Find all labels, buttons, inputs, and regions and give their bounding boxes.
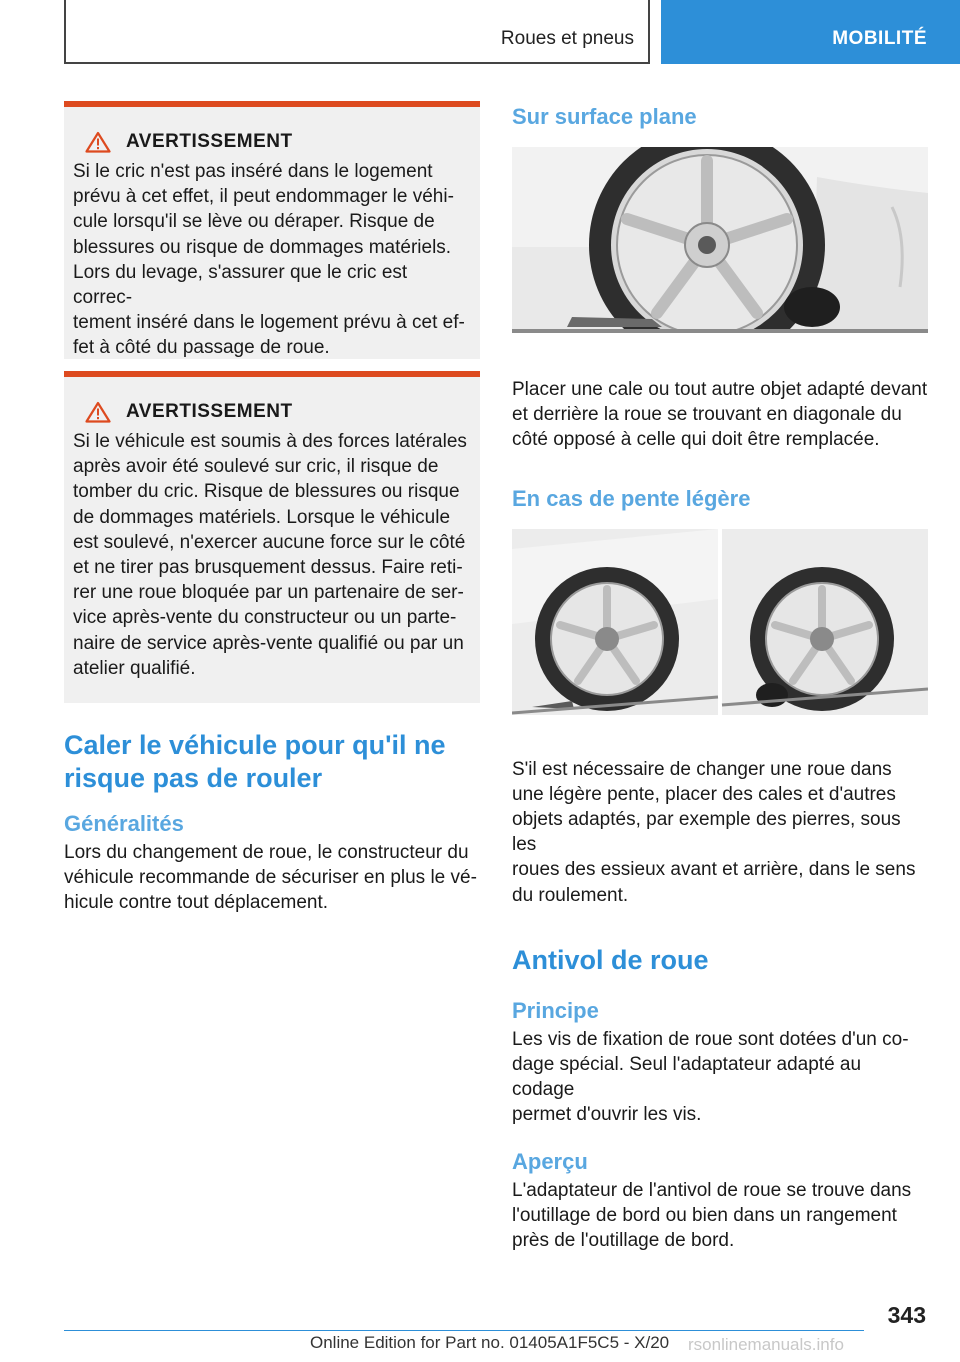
footer-divider: [64, 1330, 864, 1331]
page-number: 343: [887, 1302, 926, 1328]
slope-text: S'il est nécessaire de changer une roue dans une légère pente, placer des cales et d'autres objets adaptés, par exemple des pierres, sous les roues des essieux avant et arrière, dans le sens du roulement.: [512, 758, 916, 906]
subsection-title-slope: En cas de pente légère: [512, 485, 751, 511]
flat-text: Placer une cale ou tout autre objet adapté devant et derrière la roue se trouvant en diagonale du côté opposé à celle qui doit être remplacée.: [512, 379, 928, 451]
generalites-text: Lors du changement de roue, le constructeur du véhicule recommande de sécuriser en plus le vé- hicule contre tout déplacement.: [64, 842, 477, 914]
header-chapter-tab: MOBILITÉ: [661, 0, 960, 64]
subsection-title-principe: Principe: [512, 997, 599, 1023]
wheel-chock-illustration: [512, 147, 928, 333]
warning-box-2: [64, 371, 480, 703]
header-section-title: Roues et pneus: [500, 28, 634, 49]
subsection-title-apercu: Aperçu: [512, 1148, 588, 1174]
principe-text: Les vis de fixation de roue sont dotées d'un co- dage spécial. Seul l'adaptateur adapté au codage permet d'ouvrir les vis.: [512, 1028, 909, 1126]
apercu-text: L'adaptateur de l'antivol de roue se trouve dans l'outillage de bord ou bien dans un rangement près de l'outillage de bord.: [512, 1179, 912, 1252]
slope-chock-illustration: [512, 529, 928, 715]
illustration-wheel-slope: [512, 529, 928, 715]
subsection-title-generalites: Généralités: [64, 811, 184, 836]
section-title: Caler le véhicule pour qu'il ne risque pas de rouler: [64, 730, 446, 793]
warning-text: Si le véhicule est soumis à des forces latérales après avoir été soulevé sur cric, il risque de tomber du cric. Risque de blessures ou risque de dommages matériels. Lorsque le véhicule est soulevé, n'exercer aucune force sur le côté et ne tirer pas brusquement dessus. Faire reti- rer une roue bloquée par un partenaire de ser- vice après-vente du constructeur ou un parte- naire de service après-vente qualifié ou par un atelier qualifié.: [73, 431, 467, 679]
illustration-wheel-flat: [512, 147, 928, 333]
warning-box-1: [64, 101, 480, 359]
section-title-antivol: Antivol de roue: [512, 944, 709, 975]
footer-edition: Online Edition for Part no. 01405A1F5C5 - X/20: [310, 1333, 670, 1352]
warning-triangle-icon: [85, 401, 111, 423]
warning-triangle-icon: [85, 131, 111, 153]
left-column: [64, 101, 480, 916]
subsection-title-flat: Sur surface plane: [512, 104, 697, 129]
footer-watermark: rsonlinemanuals.info: [688, 1335, 844, 1354]
warning-text: Si le cric n'est pas inséré dans le logement prévu à cet effet, il peut endommager le véhi- cule lorsqu'il se lève ou déraper. Risque de blessures ou risque de dommages matériels. Lors du levage, s'assurer que le cric est correc- tement inséré dans le logement prévu à cet ef- fet à côté du passage de roue.: [73, 161, 465, 359]
right-column: [512, 101, 928, 1253]
warning-title: AVERTISSEMENT: [73, 131, 471, 153]
warning-title: AVERTISSEMENT: [73, 401, 471, 423]
